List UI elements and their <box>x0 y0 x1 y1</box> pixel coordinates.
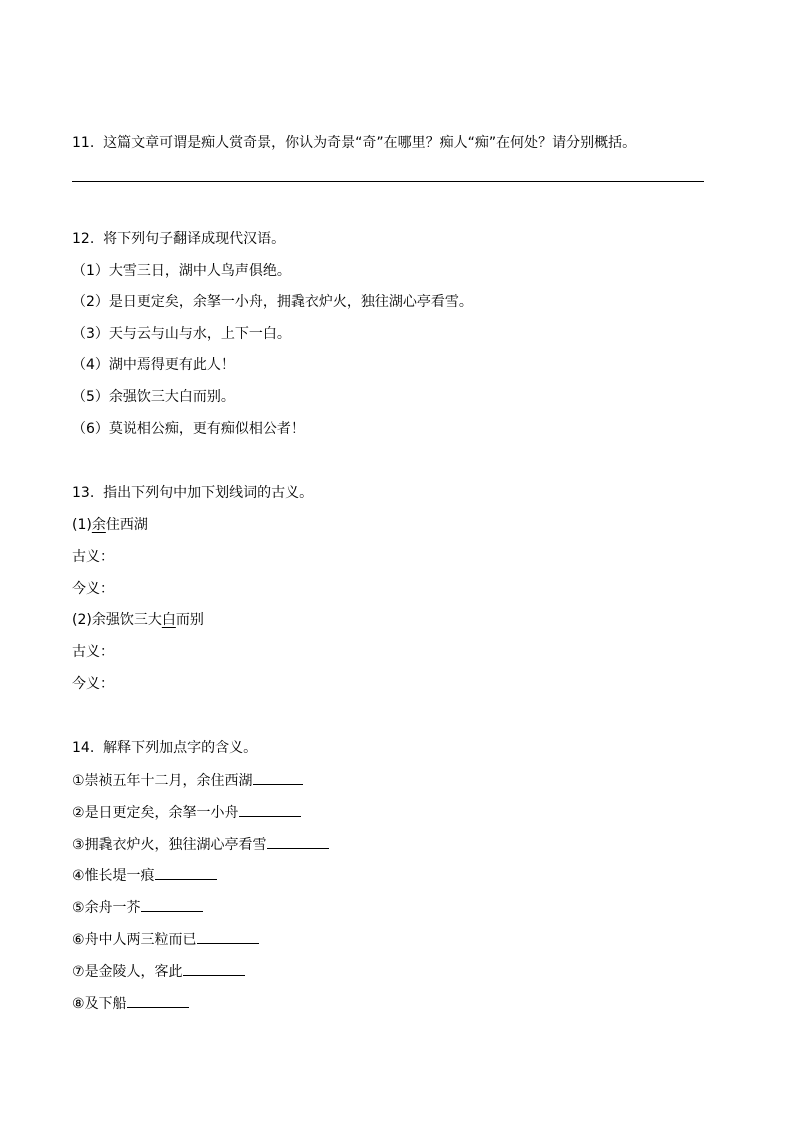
definition-item <box>72 834 329 854</box>
circled-number: ④ <box>72 868 85 884</box>
question-title: 将下列句子翻译成现代汉语。 <box>103 231 286 247</box>
sentence-2 <box>72 611 204 629</box>
translation-item <box>72 293 473 311</box>
translation-item <box>72 262 291 280</box>
question-11 <box>72 134 636 152</box>
question-number: 13. <box>72 485 95 501</box>
item-text: 莫说相公痴，更有痴似相公者！ <box>108 421 305 437</box>
answer-blank[interactable] <box>197 929 259 944</box>
answer-blank[interactable] <box>267 834 329 849</box>
item-text: 拥毳衣炉火，独往湖心亭看雪 <box>84 837 267 853</box>
circled-number: ⑧ <box>72 996 85 1012</box>
question-number: 12. <box>72 231 95 247</box>
circled-number: ② <box>72 805 85 821</box>
item-text: 是日更定矣，余拏一小舟，拥毳衣炉火，独往湖心亭看雪。 <box>108 294 473 310</box>
modern-meaning-label: 今义： <box>72 581 114 597</box>
definition-item <box>72 802 301 822</box>
answer-line[interactable] <box>72 181 704 182</box>
item-text: 舟中人两三粒而已 <box>84 932 197 948</box>
answer-blank[interactable] <box>253 770 303 785</box>
answer-blank[interactable] <box>239 802 301 817</box>
item-number: （1） <box>72 263 109 279</box>
translation-item <box>72 420 305 438</box>
translation-item <box>72 356 235 374</box>
sentence-rest: 住西湖 <box>105 517 148 533</box>
ancient-meaning-label: 古义： <box>72 644 114 660</box>
item-text: 湖中焉得更有此人！ <box>108 357 235 373</box>
circled-number: ③ <box>72 837 85 853</box>
answer-blank[interactable] <box>141 897 203 912</box>
item-text: 是日更定矣，余拏一小舟 <box>84 805 239 821</box>
item-number: （2） <box>72 294 109 310</box>
question-text: 这篇文章可谓是痴人赏奇景，你认为奇景“奇”在哪里？痴人“痴”在何处？请分别概括。 <box>103 135 637 151</box>
definition-item <box>72 770 303 790</box>
translation-item <box>72 388 235 406</box>
item-text: 崇祯五年十二月，余住西湖 <box>84 773 253 789</box>
sentence-1 <box>72 516 148 534</box>
definition-item <box>72 993 189 1013</box>
circled-number: ① <box>72 773 85 789</box>
circled-number: ⑦ <box>72 964 85 980</box>
item-text: 惟长堤一痕 <box>84 868 155 884</box>
circled-number: ⑥ <box>72 932 85 948</box>
answer-blank[interactable] <box>127 993 189 1008</box>
answer-blank[interactable] <box>155 865 217 880</box>
modern-meaning-label: 今义： <box>72 676 114 692</box>
question-14 <box>72 739 257 757</box>
item-text: 是金陵人，客此 <box>84 964 183 980</box>
circled-number: ⑤ <box>72 900 85 916</box>
sentence-prefix: (2)余强饮三大 <box>72 612 162 628</box>
item-text: 天与云与山与水，上下一白。 <box>108 326 291 342</box>
sentence-number: (1) <box>72 517 92 533</box>
item-number: （3） <box>72 326 109 342</box>
item-number: （6） <box>72 421 109 437</box>
translation-item <box>72 325 291 343</box>
definition-item <box>72 929 259 949</box>
definition-item <box>72 897 203 917</box>
ancient-meaning-label: 古义： <box>72 549 114 565</box>
question-title: 解释下列加点字的含义。 <box>103 740 258 756</box>
underlined-word: 白 <box>161 612 176 628</box>
definition-item <box>72 961 245 981</box>
question-13 <box>72 484 313 502</box>
item-text: 余强饮三大白而别。 <box>108 389 235 405</box>
item-number: （4） <box>72 357 109 373</box>
question-number: 14. <box>72 740 95 756</box>
item-text: 及下船 <box>84 996 127 1012</box>
sentence-rest: 而别 <box>175 612 204 628</box>
answer-blank[interactable] <box>183 961 245 976</box>
question-title: 指出下列句中加下划线词的古义。 <box>103 485 314 501</box>
question-12 <box>72 230 285 248</box>
underlined-word: 余 <box>91 517 106 533</box>
item-number: （5） <box>72 389 109 405</box>
definition-item <box>72 865 217 885</box>
item-text: 余舟一芥 <box>84 900 141 916</box>
item-text: 大雪三日，湖中人鸟声俱绝。 <box>108 263 291 279</box>
question-number: 11. <box>72 135 95 151</box>
